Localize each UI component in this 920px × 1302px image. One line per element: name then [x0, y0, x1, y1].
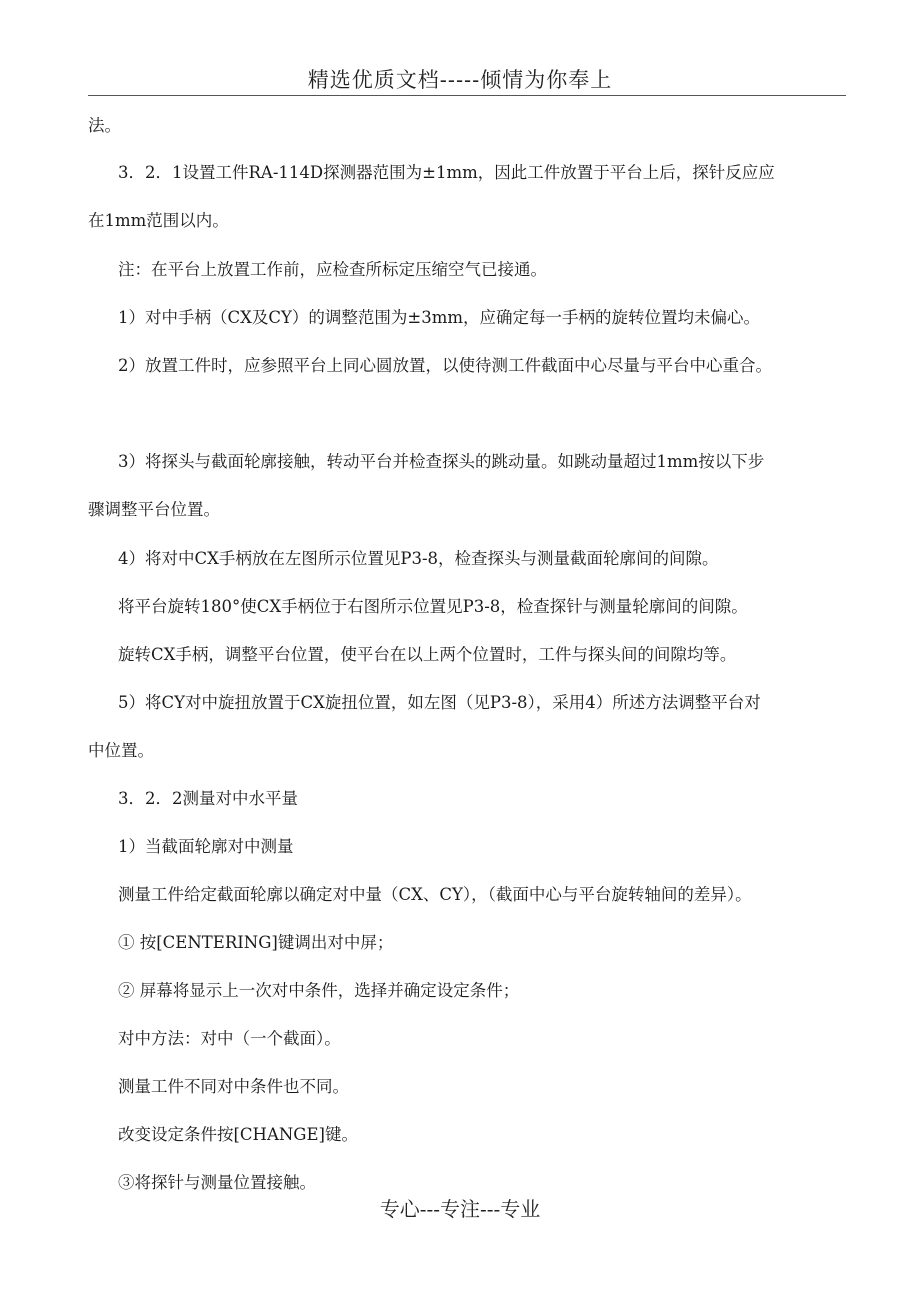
- text-line-step-3: 3）将探头与截面轮廓接触，转动平台并检查探头的跳动量。如跳动量超过1mm按以下步: [118, 452, 765, 471]
- text-line-step-1: 1）对中手柄（CX及CY）的调整范围为±3mm，应确定每一手柄的旋转位置均未偏心。: [118, 308, 761, 327]
- text-line-rotate-180: 将平台旋转180°使CX手柄位于右图所示位置见P3-8，检查探针与测量轮廓间的间隙。: [118, 597, 748, 616]
- text-line-step-4: 4）将对中CX手柄放在左图所示位置见P3-8，检查探头与测量截面轮廓间的间隙。: [118, 549, 719, 568]
- text-line-circled-1: ① 按[CENTERING]键调出对中屏；: [118, 933, 394, 952]
- page-footer-text: 专心---专注---专业: [379, 1197, 541, 1221]
- text-line-step-2: 2）放置工件时，应参照平台上同心圆放置，以使待测工件截面中心尽量与平台中心重合。: [118, 356, 772, 375]
- text-line-step-5-cont: 中位置。: [88, 741, 154, 760]
- text-line-step-3-cont: 骤调整平台位置。: [88, 500, 220, 519]
- text-line-section-3-2-1: 3．2．1设置工件RA-114D探测器范围为±1mm，因此工件放置于平台上后，探针反应应: [118, 163, 775, 182]
- text-line-note: 注：在平台上放置工作前，应检查所标定压缩空气已接通。: [118, 260, 547, 279]
- text-line-sub-1: 1）当截面轮廓对中测量: [118, 837, 294, 856]
- text-line-circled-3: ③将探针与测量位置接触。: [118, 1173, 316, 1192]
- text-line-rotate-cx: 旋转CX手柄，调整平台位置，使平台在以上两个位置时，工件与探头间的间隙均等。: [118, 645, 737, 664]
- text-line-range: 在1mm范围以内。: [88, 211, 229, 230]
- text-line-change-key: 改变设定条件按[CHANGE]键。: [118, 1125, 358, 1144]
- text-line-circled-2: ② 屏幕将显示上一次对中条件，选择并确定设定条件；: [118, 981, 520, 1000]
- page-header-title: 精选优质文档-----倾情为你奉上: [307, 68, 613, 92]
- text-line-section-3-2-2: 3．2．2测量对中水平量: [118, 789, 298, 808]
- text-line-measure-profile: 测量工件给定截面轮廓以确定对中量（CX、CY），（截面中心与平台旋转轴间的差异）。: [118, 885, 752, 904]
- text-line-step-5: 5）将CY对中旋扭放置于CX旋扭位置，如左图（见P3-8），采用4）所述方法调整平台对: [118, 693, 761, 712]
- text-line-conditions-differ: 测量工件不同对中条件也不同。: [118, 1077, 349, 1096]
- text-line-continuation: 法。: [88, 116, 121, 135]
- header-divider: [88, 95, 846, 96]
- text-line-centering-method: 对中方法：对中（一个截面）。: [118, 1029, 341, 1048]
